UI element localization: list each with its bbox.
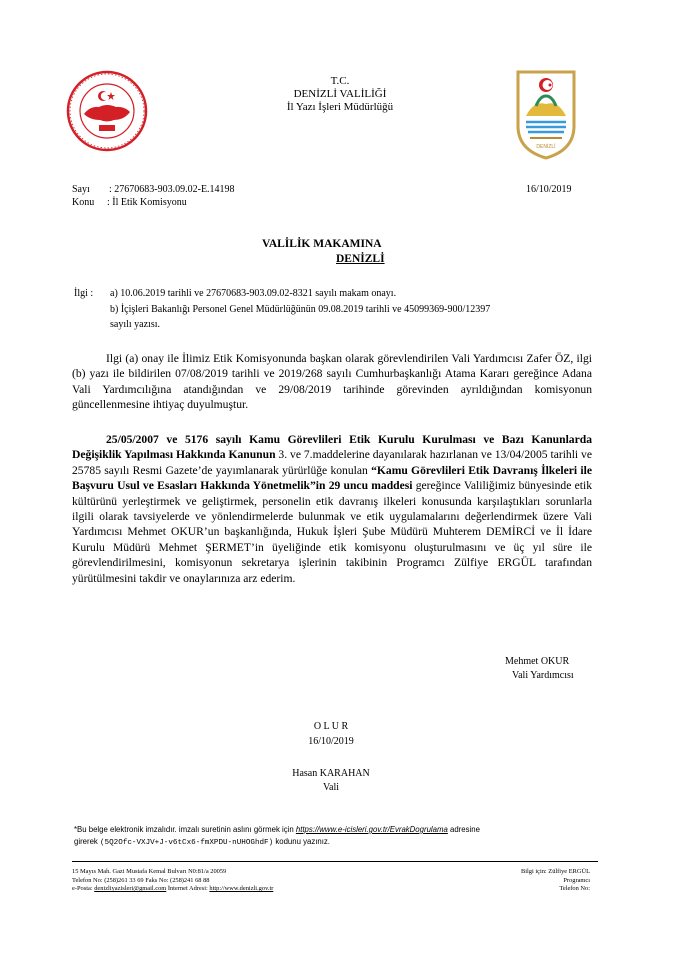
notice-text-4: kodunu yazınız. — [273, 837, 330, 846]
addressee-line-2 — [336, 253, 385, 265]
konu-row — [72, 196, 187, 209]
footer-info-phone: Telefon No: — [559, 885, 590, 893]
verification-link[interactable]: https://www.e-icisleri.gov.tr/EvrakDogrulama — [295, 825, 448, 834]
body-paragraph-2-text-1: 3. ve 7.maddelerine dayanılarak hazırlanan ve 13/04/2005 tarihli ve 25785 sayılı Resmi Gazete’de yayımlanarak yürürlüğe konulan — [72, 448, 592, 477]
sayi-label: Sayı — [72, 184, 90, 195]
footer-online — [72, 885, 392, 894]
notice-text-2: adresine — [447, 825, 480, 834]
letterhead — [240, 75, 440, 114]
footer-info-contact: Bilgi için: Zülfiye ERGÜL — [520, 868, 590, 875]
regulation-reference: “Kamu Görevlileri Etik Davranış İlkeleri ile Başvuru Usul ve Esasları Hakkında Yönetmelik”in 29 uncu maddesi — [72, 463, 592, 493]
notice-text-1: *Bu belge elektronik imzalıdır. imzalı suretinin aslını görmek için — [74, 825, 296, 834]
verification-code: (5Q2Ofc-VXJV+J-v6tCx6-fmXPDU-nUHOGhdF) — [100, 839, 274, 847]
ilgi-b-line-1: b) İçişleri Bakanlığı Personel Genel Müdürlüğünün 09.08.2019 tarihli ve 45099369-900/12397 — [110, 304, 491, 315]
footer-email-label: e-Posta: — [72, 885, 95, 893]
sayi-row — [72, 183, 235, 196]
footer-info-title: Programcı — [563, 876, 590, 884]
law-reference: 25/05/2007 ve 5176 sayılı Kamu Görevlileri Etik Kurulu Kurulması ve Bazı Kanunlarda Değişiklik Yapılması Hakkında Kanunun — [72, 433, 592, 462]
addressee-city: DENİZLİ — [336, 253, 385, 265]
signer-title: Vali Yardımcısı — [512, 670, 574, 681]
olur-date: 16/10/2019 — [308, 736, 354, 747]
header-line-directorate: İl Yazı İşleri Müdürlüğü — [286, 101, 394, 113]
olur-label: O L U R — [313, 721, 349, 732]
denizli-emblem — [514, 66, 578, 160]
svg-text:DENİZLİ: DENİZLİ — [536, 144, 556, 150]
signer-name: Mehmet OKUR — [505, 656, 570, 667]
addressee-line-1: VALİLİK MAKAMINA — [262, 238, 382, 250]
konu-value: : İl Etik Komisyonu — [107, 197, 187, 208]
footer-divider — [72, 861, 598, 862]
e-signature-notice — [74, 824, 614, 849]
body-paragraph-2 — [72, 432, 592, 586]
sayi-value: : 27670683-903.09.02-E.14198 — [109, 184, 235, 195]
governor-title: Vali — [322, 782, 340, 793]
footer-email-link[interactable]: denizliyazisleri@gmail.com — [94, 885, 167, 893]
konu-label: Konu — [72, 197, 95, 208]
footer-web-link[interactable]: http://www.denizli.gov.tr — [209, 885, 274, 893]
ilgi-label: İlgi : — [74, 288, 94, 299]
document-date: 16/10/2019 — [526, 184, 572, 195]
ministry-emblem — [66, 70, 148, 152]
footer-contact — [72, 868, 392, 894]
body-paragraph-1 — [72, 351, 592, 413]
body-paragraph-1-text: Ilgi (a) onay ile İlimiz Etik Komisyonunda başkan olarak görevlendirilen Vali Yardımcısı Zafer ÖZ, ilgi (b) yazı ile bildirilen 07/08/2019 tarihli ve 2019/268 sayılı Cumhurbaşkanlığı Atama Kararı gereğince Adana Vali Yardımcılığına atandığından ve 29/08/2019 tarihinde görevinden ayrıldığından komisyonun güncellenmesine ihtiyaç duyulmuştur. — [72, 352, 592, 412]
footer-web-label: İnternet Adresi: — [166, 885, 210, 893]
header-line-governorship: DENİZLİ VALİLİĞİ — [293, 88, 387, 100]
ilgi-b-line-2: sayılı yazısı. — [110, 319, 160, 330]
body-paragraph-2-text-2: gereğince Valiliğimiz bünyesinde etik kültürünü yerleştirmek ve geliştirmek, personelin etik davranış ilkeleri konusunda karşılaştıkları sorunlarla ilgili olarak tavsiyelerde ve yönlendirmelerde bulunmak ve etik uygulamalarını değerlendirmek üzere Vali Yardımcısı Mehmet OKUR’un başkanlığında, Hukuk İşleri Şube Müdürü Muhterem DEMİRCİ ve İl İdare Kurulu Müdürü Mehmet ŞERMET’in üyeliğinde etik komisyonu oluşturulmasını ve üç yıl süre ile görevlendirilmesini, komisyonun sekretarya işlerinin takibinin Programcı Zülfiye ERGÜL tarafından yürütülmesini takdir ve onaylarınıza arz ederim. — [72, 479, 593, 585]
footer-phone: Telefon No: (258)261 33 69 Faks No: (258)241 68 88 — [72, 876, 210, 884]
footer-address: 15 Mayıs Mah. Gazi Mustafa Kemal Bulvarı N0:81/a 20059 — [72, 868, 227, 875]
footer-info — [470, 868, 590, 894]
ilgi-a: a) 10.06.2019 tarihli ve 27670683-903.09.02-8321 sayılı makam onayı. — [110, 288, 397, 299]
notice-text-3: girerek — [74, 837, 100, 846]
governor-name: Hasan KARAHAN — [292, 768, 370, 779]
header-line-tc: T.C. — [330, 75, 350, 87]
